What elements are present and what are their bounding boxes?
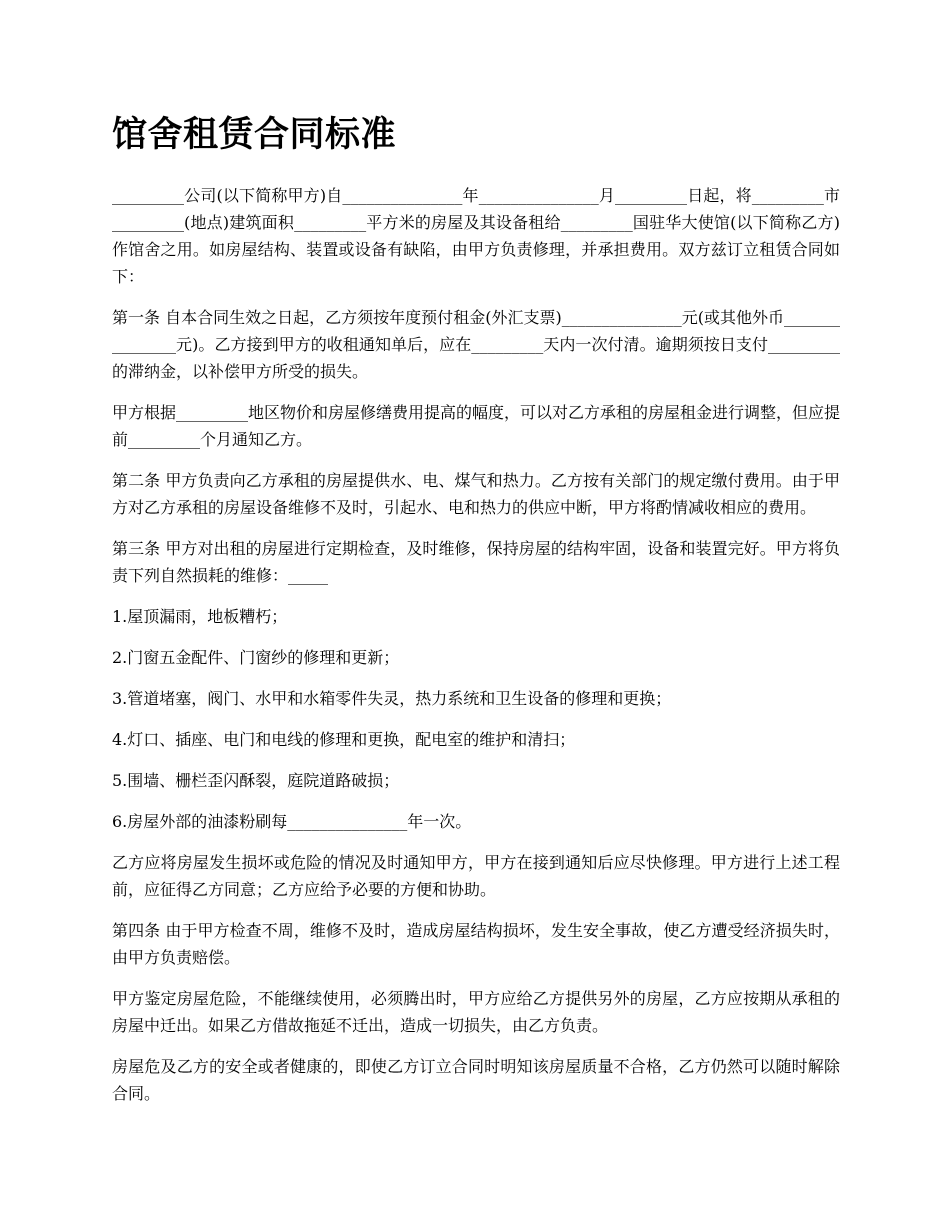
list-item-5: 5.围墙、栅栏歪闪酥裂，庭院道路破损； [112, 771, 400, 790]
document-title: 馆舍租赁合同标准 [112, 114, 397, 155]
paragraph-article-3: 第三条 甲方对出租的房屋进行定期检查，及时维修，保持房屋的结构牢固，设备和装置完好。甲方将负责下列自然损耗的维修：_____ [112, 539, 840, 585]
paragraph-rent-adjustment: 甲方根据_________地区物价和房屋修缮费用提高的幅度，可以对乙方承租的房屋租金进行调整，但应提前_________个月通知乙方。 [112, 403, 841, 449]
list-item-2: 2.门窗五金配件、门窗纱的修理和更新； [112, 648, 400, 667]
document-page [112, 108, 840, 1121]
paragraph-article-1: 第一条 自本合同生效之日起，乙方须按年度预付租金(外汇支票)_______________元(或其他外币_______________元)。乙方接到甲方的收租通知单后，应在_________天内一次付清。逾期须按日支付_________的滞纳金，以补偿甲方所受的损失。 [112, 308, 840, 381]
paragraph-termination: 房屋危及乙方的安全或者健康的，即使乙方订立合同时明知该房屋质量不合格，乙方仍然可以随时解除合同。 [112, 1057, 840, 1103]
paragraph-relocation: 甲方鉴定房屋危险，不能继续使用，必须腾出时，甲方应给乙方提供另外的房屋，乙方应按期从承租的房屋中迁出。如果乙方借故拖延不迁出，造成一切损失，由乙方负责。 [112, 989, 840, 1035]
paragraph-preamble: _________公司(以下简称甲方)自_______________年_______________月_________日起，将_________市_________(地点)建筑面积_________平方米的房屋及其设备租给_________国驻华大使馆(以下简称乙方)作馆舍之用。如房屋结构、装置或设备有缺陷，由甲方负责修理，并承担费用。双方兹订立租赁合同如下： [112, 186, 840, 286]
list-item-3: 3.管道堵塞，阀门、水甲和水箱零件失灵，热力系统和卫生设备的修理和更换； [112, 689, 672, 708]
paragraph-damage-notice: 乙方应将房屋发生损坏或危险的情况及时通知甲方，甲方在接到通知后应尽快修理。甲方进行上述工程前，应征得乙方同意；乙方应给予必要的方便和协助。 [112, 853, 840, 899]
list-item-4: 4.灯口、插座、电门和电线的修理和更换，配电室的维护和清扫； [112, 730, 576, 749]
list-item-1: 1.屋顶漏雨，地板糟朽； [112, 607, 288, 626]
paragraph-article-4: 第四条 由于甲方检查不周，维修不及时，造成房屋结构损坏，发生安全事故，使乙方遭受经济损失时，由甲方负责赔偿。 [112, 921, 840, 967]
list-item-6: 6.房屋外部的油漆粉刷每_______________年一次。 [112, 812, 472, 831]
paragraph-article-2: 第二条 甲方负责向乙方承租的房屋提供水、电、煤气和热力。乙方按有关部门的规定缴付费用。由于甲方对乙方承租的房屋设备维修不及时，引起水、电和热力的供应中断，甲方将酌情减收相应的费用。 [112, 471, 840, 517]
